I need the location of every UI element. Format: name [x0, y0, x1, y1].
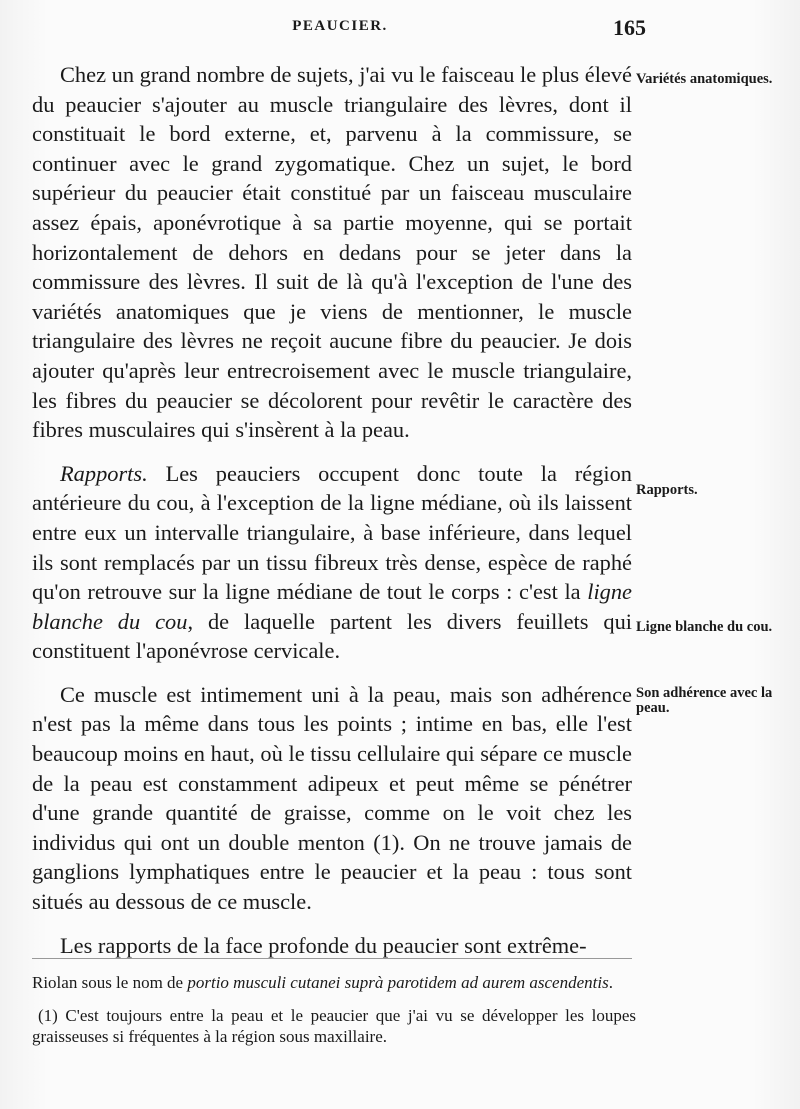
footnote-latin-phrase: portio musculi cutanei suprà parotidem ad aurem ascendentis [187, 973, 609, 992]
footnote-continuation [32, 972, 636, 993]
page-number: 165 [613, 15, 646, 40]
ligne-blanche-term: ligne blanche du cou [32, 579, 632, 634]
margin-note-rapports: Rapports. [636, 482, 698, 498]
paragraph-rapports-text-b: , de laquelle partent les divers feuillets qui constituent l'aponévrose cervicale. [32, 608, 632, 664]
rapports-run-in-heading: Rapports. [60, 460, 148, 486]
paragraph-face-profonde: Les rapports de la face profonde du peaucier sont extrême- [60, 932, 587, 958]
footnote-continuation-text-a: Riolan sous le nom de [32, 973, 188, 992]
paragraph-rapports-text-a: Les peauciers occupent donc toute la région antérieure du cou, à l'exception de la ligne médiane, où ils laissent entre eux un intervalle triangulaire, à base inférieure, dans lequel ils sont remplacés par un tissu fibreux très dense, espèce de raphé qu'on retrouve sur la ligne médiane de tout le corps : c'est la [32, 460, 632, 605]
main-text [32, 60, 632, 960]
page-header [40, 15, 646, 46]
margin-note-adherence: Son adhérence avec la peau. [636, 685, 773, 716]
paragraph-rapports [32, 459, 632, 666]
footnote-continuation-text-b: . [608, 973, 613, 992]
footnote-1: (1) C'est toujours entre la peau et le peaucier que j'ai vu se développer les loupes graisseuses si fréquentes à la région sous maxillaire. [32, 1006, 636, 1046]
margin-note-ligne-blanche: Ligne blanche du cou. [636, 619, 773, 635]
paragraph-varietes: Chez un grand nombre de sujets, j'ai vu le faisceau le plus élevé du peaucier s'ajouter au muscle triangulaire des lèvres, dont il constituait le bord externe, et, parvenu à la commissure, se continuer avec le grand zygomatique. Chez un sujet, le bord supérieur du peaucier était constitué par un faisceau musculaire assez épais, aponévrotique à sa partie moyenne, qui se portait horizontalement de dehors en dedans pour se jeter dans la commissure des lèvres. Il suit de là qu'à l'exception de l'une des variétés anatomiques que je viens de mentionner, le muscle triangulaire des lèvres ne reçoit aucune fibre du peaucier. Je dois ajouter qu'après leur entrecroisement avec le muscle triangulaire, les fibres du peaucier se décolorent pour revêtir le caractère des fibres musculaires qui s'insèrent à la peau. [32, 62, 632, 443]
paragraph-adherence: Ce muscle est intimement uni à la peau, mais son adhérence n'est pas la même dans tous les points ; intime en bas, elle l'est beaucoup moins en haut, où le tissu cellulaire qui sépare ce muscle de la peau est constamment adipeux et peut même se pénétrer d'une grande quantité de graisse, comme on le voit chez les individus qui ont un double menton (1). On ne trouve jamais de ganglions lymphatiques entre le peaucier et la peau : tous sont situés au dessous de ce muscle. [32, 681, 632, 915]
running-head: PEAUCIER. [292, 18, 388, 34]
margin-note-varietes: Variétés anatomiques. [636, 71, 773, 87]
footnote-divider [32, 958, 632, 959]
footnotes [32, 972, 636, 1047]
